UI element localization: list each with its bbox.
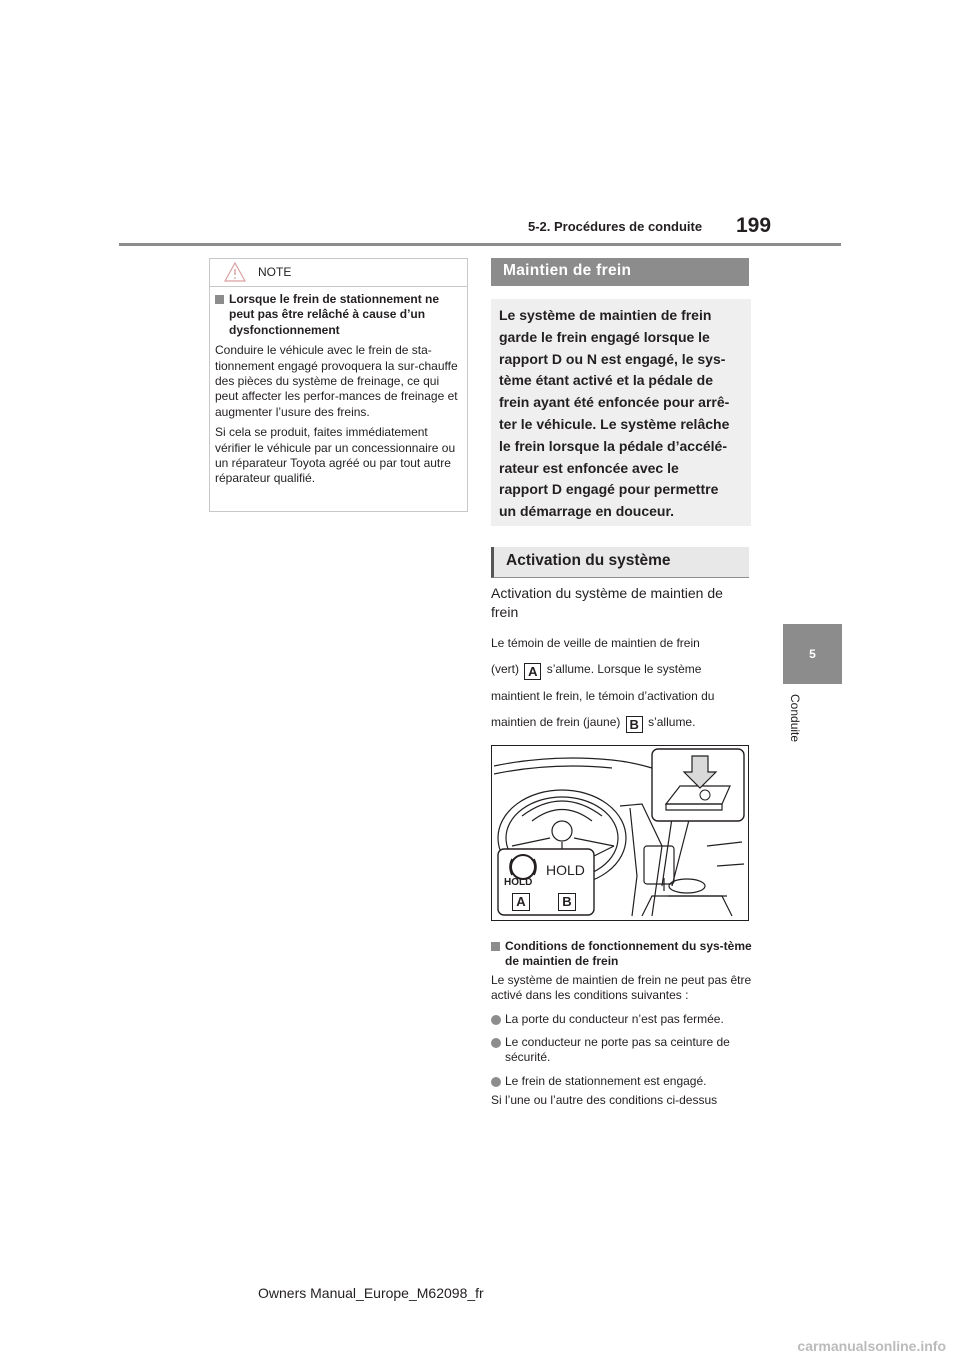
conditions-section xyxy=(491,939,753,1117)
section-heading-activation: Activation du système xyxy=(491,547,749,578)
note-label: NOTE xyxy=(258,265,292,279)
lead-line: frein ayant été enfoncée pour arrê- xyxy=(499,394,730,411)
watermark: carmanualsonline.info xyxy=(797,1338,946,1354)
illustration-callout-b: B xyxy=(558,893,576,911)
chapter-label-text: Conduite xyxy=(788,694,802,743)
activation-text: maintien de frein (jaune) xyxy=(491,715,621,730)
activation-line xyxy=(491,656,749,682)
section-heading-brake-hold: Maintien de frein xyxy=(491,258,749,286)
note-box xyxy=(209,258,468,512)
list-item xyxy=(491,1074,753,1089)
activation-text: s’allume. Lorsque le système xyxy=(546,662,702,677)
activation-title: Activation du système de maintien de frein xyxy=(491,585,723,620)
activation-text: s’allume. xyxy=(648,715,696,730)
lead-line: Le système de maintien de frein xyxy=(499,307,712,323)
footer-text: Owners Manual_Europe_M62098_fr xyxy=(258,1285,484,1301)
note-heading xyxy=(215,292,459,338)
note-paragraph: Si cela se produit, faites immédiatement vérifier le véhicule par un concessionnaire ou un réparateur Toyota agréé ou par tout autre réparateur qualifié. xyxy=(215,425,456,486)
conditions-heading xyxy=(491,939,753,970)
activation-body xyxy=(491,630,749,736)
list-item-text: La porte du conducteur n’est pas fermée. xyxy=(505,1011,724,1026)
chapter-tab[interactable] xyxy=(783,624,842,684)
list-item xyxy=(491,1035,753,1066)
conditions-intro: Le système de maintien de frein ne peut pas être activé dans les conditions suivantes : xyxy=(491,972,752,1003)
lead-line: un démarrage en douceur. xyxy=(499,503,675,520)
lead-line: rapport D engagé pour permettre xyxy=(499,481,719,498)
bullet-icon xyxy=(491,1015,501,1025)
lead-line: le frein lorsque la pédale d’accélé- xyxy=(499,437,727,454)
lead-line: ter le véhicule. Le système relâche xyxy=(499,415,730,432)
callout-badge-b: B xyxy=(626,716,643,733)
hold-label: HOLD xyxy=(546,862,585,878)
lead-line: rapport D ou N est engagé, le sys- xyxy=(499,350,726,367)
lead-line: rateur est enfoncée avec le xyxy=(499,459,679,476)
chapter-label xyxy=(788,694,804,748)
note-content xyxy=(215,292,459,492)
list-item xyxy=(491,1012,753,1027)
lead-box xyxy=(491,299,751,526)
conditions-trailing: Si l’une ou l’autre des conditions ci-dessus xyxy=(491,1093,718,1108)
note-header xyxy=(210,259,467,287)
dashboard-drawing xyxy=(492,746,748,920)
bullet-icon xyxy=(491,1077,501,1087)
page-number: 199 xyxy=(736,214,772,237)
lead-line: tème étant activé et la pédale de xyxy=(499,372,713,389)
warning-icon xyxy=(224,262,246,282)
conditions-heading-text: Conditions de fonctionnement du sys-tème de maintien de frein xyxy=(505,939,752,969)
activation-line: Le témoin de veille de maintien de frein xyxy=(491,636,700,650)
activation-text: (vert) xyxy=(491,662,519,677)
illustration-callout-a: A xyxy=(512,893,530,911)
list-item-text: Le frein de stationnement est engagé. xyxy=(505,1073,707,1088)
note-heading-text: Lorsque le frein de stationnement ne peut pas être relâché à cause d’un dysfonctionnement xyxy=(229,292,440,337)
callout-badge-a: A xyxy=(524,663,541,680)
activation-line: maintient le frein, le témoin d’activation du xyxy=(491,688,715,703)
square-bullet-icon xyxy=(215,295,224,304)
dashboard-illustration xyxy=(491,745,749,921)
bullet-icon xyxy=(491,1038,501,1048)
lead-line: garde le frein engagé lorsque le xyxy=(499,328,710,345)
list-item-text: Le conducteur ne porte pas sa ceinture de sécurité. xyxy=(505,1035,730,1065)
header-rule xyxy=(119,243,841,246)
section-title: 5-2. Procédures de conduite xyxy=(528,219,703,234)
note-paragraph: Conduire le véhicule avec le frein de sta-tionnement engagé provoquera la sur-chauffe des pièces du système de freinage, ce qui peut affecter les perfor-mances de freinage et augmenter l’usure des freins. xyxy=(215,343,458,419)
activation-line xyxy=(491,709,749,735)
square-bullet-icon xyxy=(491,942,500,951)
chapter-number: 5 xyxy=(809,647,816,661)
hold-icon-label: HOLD xyxy=(504,877,533,888)
